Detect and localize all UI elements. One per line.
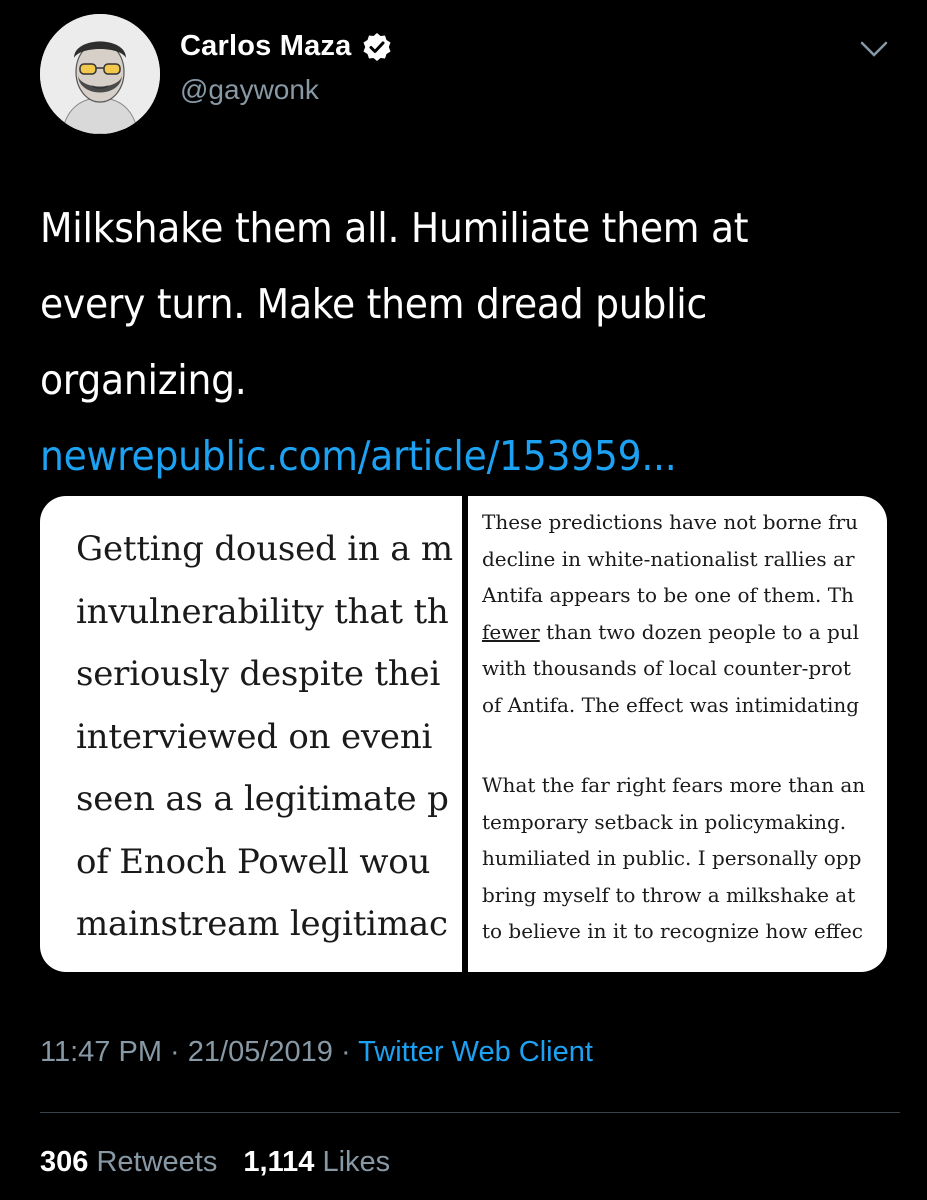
author-name-row[interactable] — [180, 30, 393, 63]
retweets-count: 306 — [40, 1146, 89, 1178]
divider — [40, 1112, 900, 1113]
left-line: mainstream legitimac — [76, 904, 448, 944]
tweet-time[interactable]: 11:47 PM — [40, 1036, 162, 1068]
right-image-text — [482, 504, 865, 950]
left-line: seriously despite thei — [76, 654, 441, 694]
media-image-right[interactable] — [468, 496, 887, 972]
left-line: invulnerability that th — [76, 591, 449, 632]
left-line: interviewed on eveni — [76, 716, 433, 757]
right-line — [482, 614, 865, 651]
retweets-stat[interactable] — [40, 1146, 217, 1178]
source-client-link[interactable]: Twitter Web Client — [358, 1036, 593, 1068]
user-handle[interactable]: @gaywonk — [180, 74, 319, 105]
left-line: seen as a legitimate p — [76, 779, 449, 819]
tweet-meta — [40, 1036, 593, 1069]
profile-avatar[interactable] — [40, 14, 160, 134]
chevron-down-icon[interactable] — [858, 38, 890, 60]
underlined-word: fewer — [482, 619, 540, 644]
right-line: bring myself to throw a milkshake at — [482, 882, 856, 907]
left-line: Getting doused in a m — [76, 529, 453, 569]
right-line: Antifa appears to be one of them. Th — [482, 583, 854, 607]
right-line: of Antifa. The effect was intimidating — [482, 692, 860, 717]
right-line: to believe in it to recognize how effec — [482, 919, 863, 943]
media-image-left[interactable] — [40, 496, 462, 972]
tweet-media[interactable] — [40, 496, 887, 972]
verified-badge-icon — [361, 31, 393, 63]
likes-count: 1,114 — [243, 1146, 315, 1178]
likes-label: Likes — [322, 1146, 391, 1178]
right-line: decline in white-nationalist rallies ar — [482, 546, 855, 571]
meta-separator: · — [161, 1036, 188, 1068]
meta-separator: · — [332, 1036, 359, 1068]
retweets-label: Retweets — [96, 1146, 218, 1178]
right-line: What the far right fears more than an — [482, 773, 866, 797]
tweet-text — [40, 190, 831, 494]
left-image-text — [76, 518, 453, 956]
right-line: humiliated in public. I personally opp — [482, 846, 862, 870]
right-line: These predictions have not borne fru — [482, 510, 859, 534]
display-name[interactable]: Carlos Maza — [180, 30, 352, 62]
avatar-image — [40, 14, 160, 134]
likes-stat[interactable] — [243, 1146, 390, 1178]
left-line: of Enoch Powell wou — [76, 841, 431, 882]
tweet-date[interactable]: 21/05/2019 — [187, 1036, 333, 1068]
right-line: with thousands of local counter-prot — [482, 656, 851, 680]
paragraph-gap — [482, 723, 865, 767]
article-link[interactable]: newrepublic.com/article/153959... — [40, 432, 677, 480]
right-line-rest: than two dozen people to a pul — [539, 619, 860, 644]
tweet-body: Milkshake them all. Humiliate them at every turn. Make them dread public organizing. — [40, 204, 749, 404]
right-line: temporary setback in policymaking. — [482, 809, 847, 834]
tweet-stats — [40, 1146, 408, 1179]
